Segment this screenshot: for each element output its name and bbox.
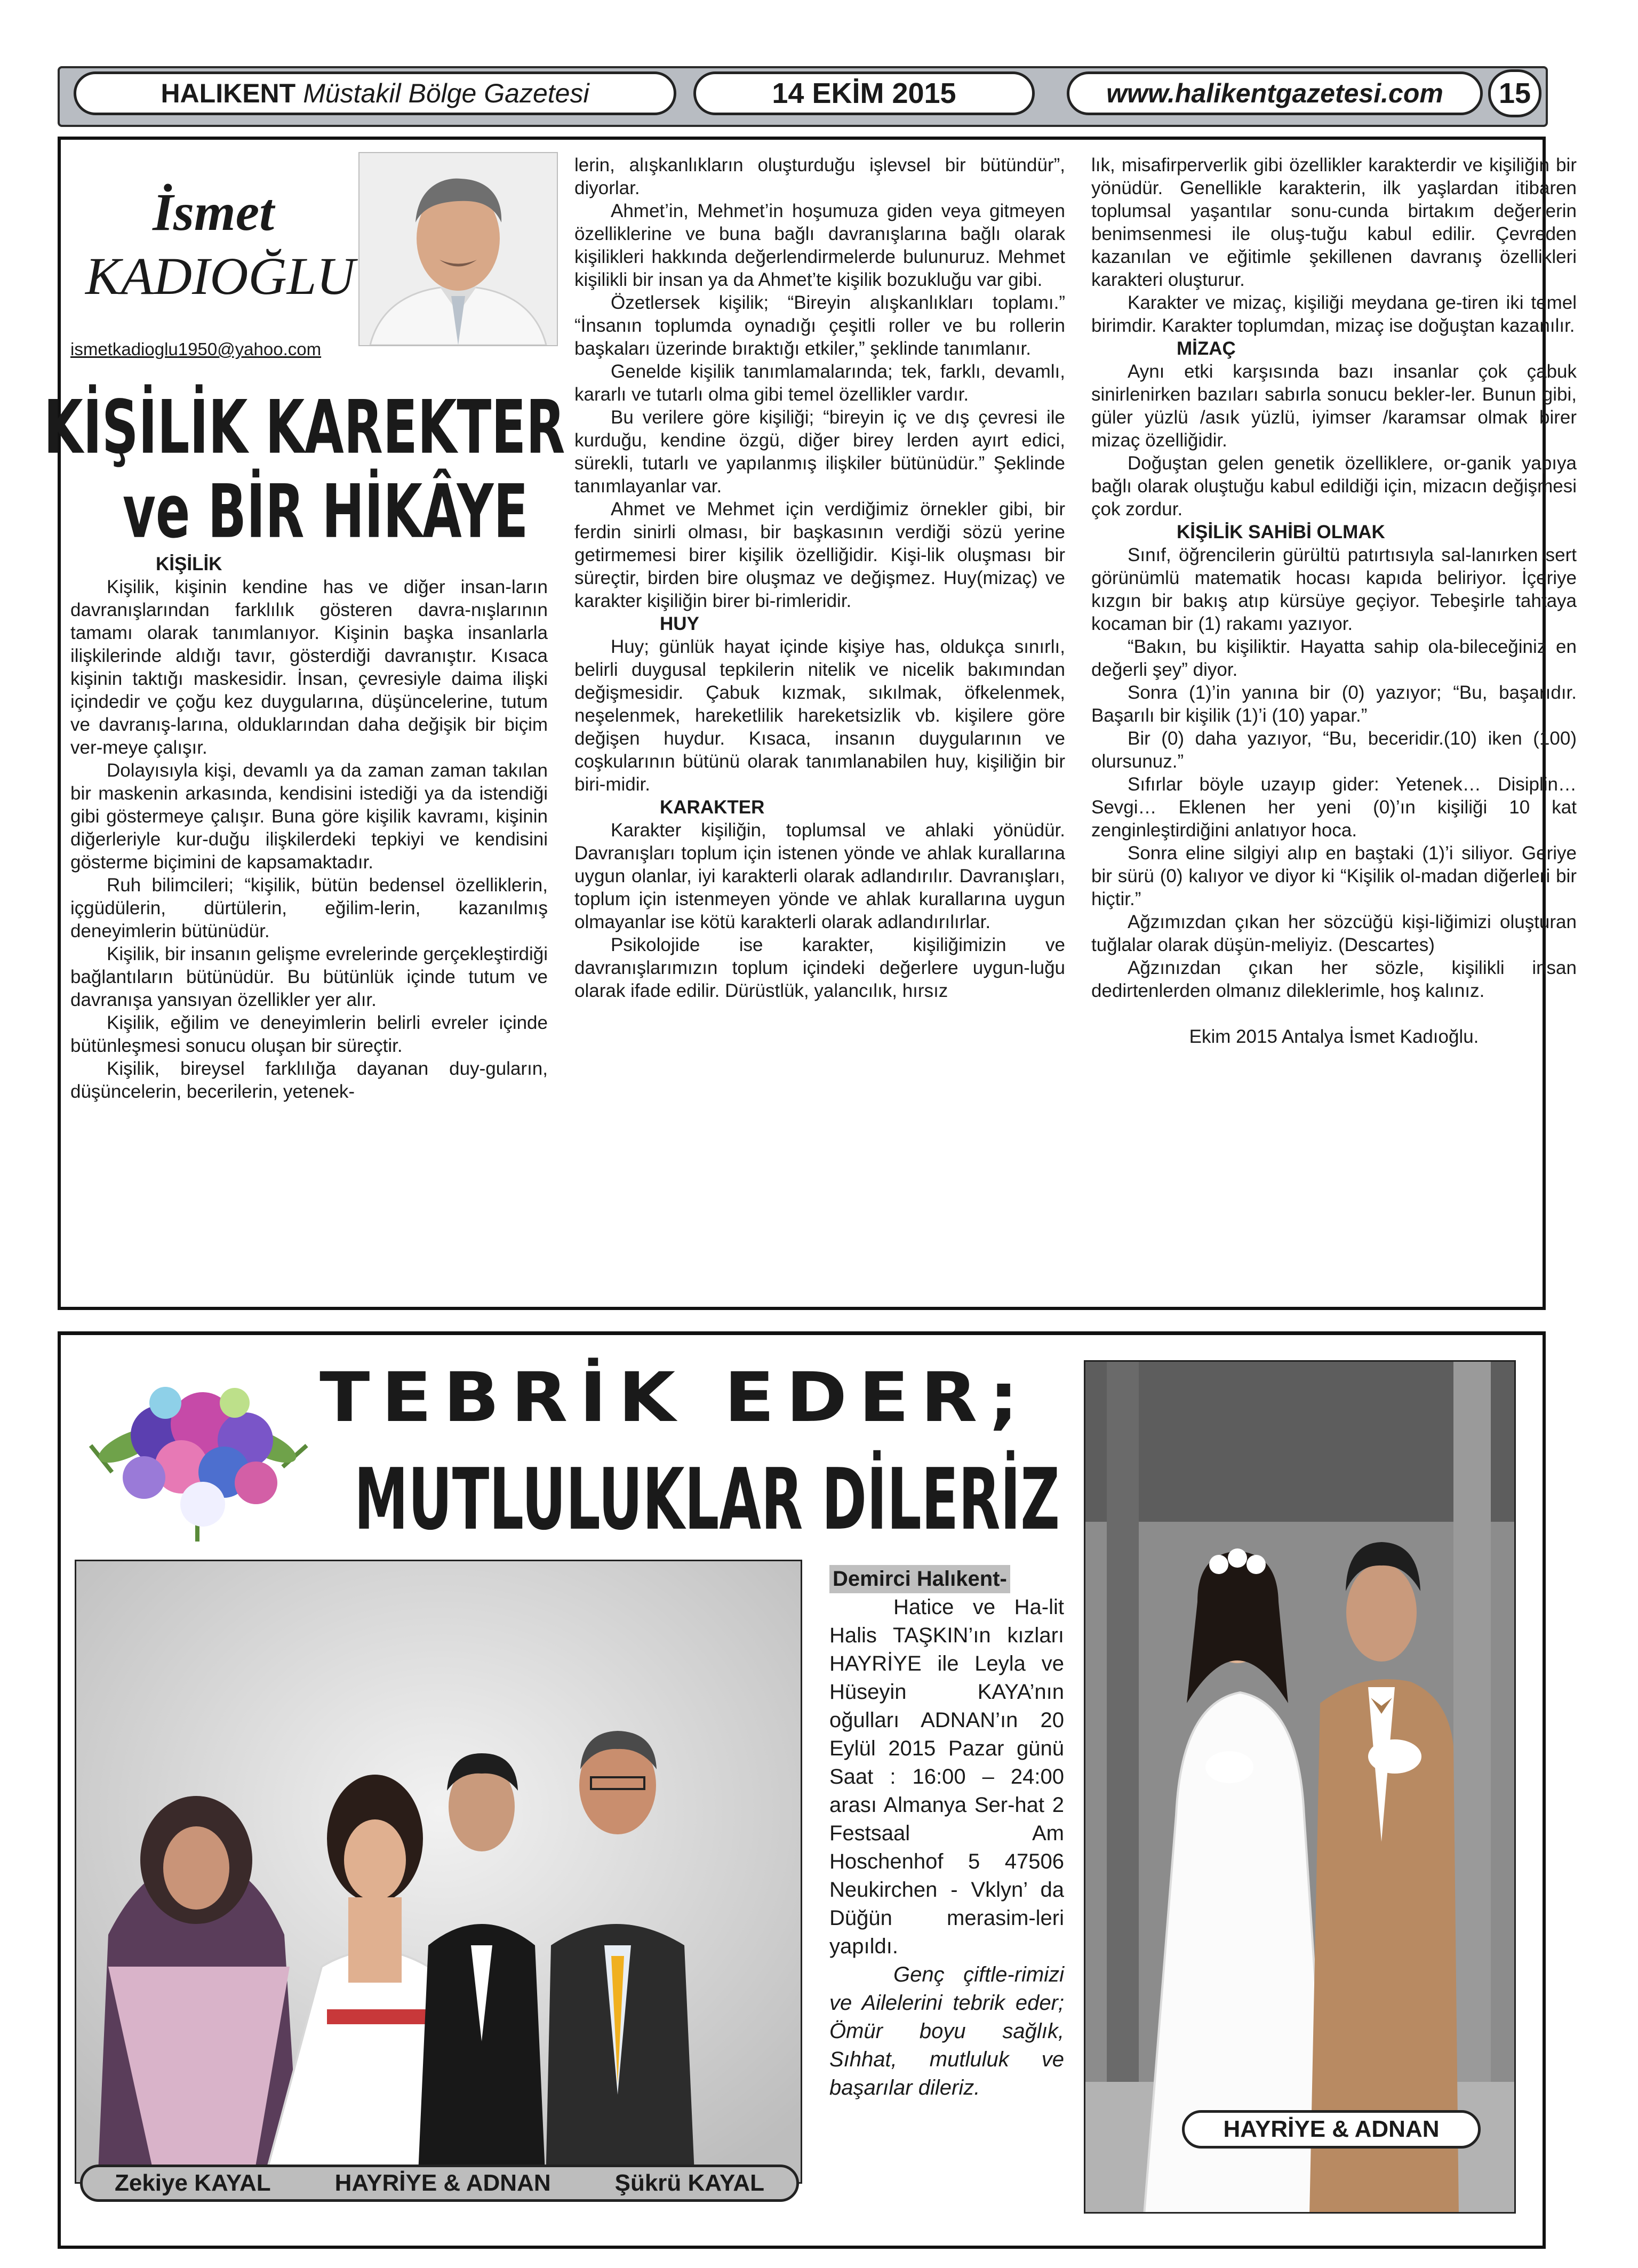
paragraph: Sıfırlar böyle uzayıp gider: Yetenek… Disiplin… Sevgi… Eklenen her yeni (0)’ın kişiliği 10 kat zenginleştirdiğini anlatıyor hoca. [1091, 774, 1577, 841]
article-column-3 [1091, 154, 1577, 1048]
paragraph: Dolayısıyla kişi, devamlı ya da zaman zaman takılan bir maskenin arkasında, kendisini istediği ya da istendiği gibi göstermeye çalışır. Buna göre kişilik kavramı, kişinin diğerleriyle kur-duğu ilişkilerdeki tepkiyi ve kendisini gösterme biçimini de kapsamaktadır. [70, 760, 548, 873]
caption-name-3: Şükrü KAYAL [614, 2170, 764, 2196]
paragraph: Kişilik, bireysel farklılığa dayanan duy-guların, düşüncelerin, becerilerin, yetenek- [70, 1058, 548, 1102]
paragraph: Genelde kişilik tanımlamalarında; tek, farklı, devamlı, kararlı ve tutarlı olma gibi temel özellikler vardır. [574, 361, 1065, 405]
paragraph: Kişilik, eğilim ve deneyimlerin belirli evreler içinde bütünleşmesi sonucu oluşan bir süreçtir. [70, 1012, 548, 1056]
headline-line-1: KİŞİLİK KAREKTER [44, 385, 565, 470]
caption-name-2: HAYRİYE & ADNAN [334, 2170, 551, 2196]
paragraph: MİZAÇ [1177, 338, 1236, 359]
paragraph: Doğuştan gelen genetik özelliklere, or-ganik yapıya bağlı olarak oluştuğu kabul edildiği için, mizacın değişmesi çok zordur. [1091, 453, 1577, 520]
caption-name-1: Zekiye KAYAL [114, 2170, 271, 2196]
paragraph: Sonra eline silgiyi alıp en baştaki (1)’i siliyor. Geriye bir sürü (0) kalıyor ve diyor ki “Kişilik ol-madan diğerleri bir hiçtir.” [1091, 843, 1577, 909]
couple-photo [1084, 1360, 1516, 2214]
couple-photo-caption: HAYRİYE & ADNAN [1182, 2110, 1481, 2149]
family-photo [75, 1560, 802, 2184]
headline-line-2: ve BİR HİKÂYE [123, 469, 529, 555]
paragraph: Sınıf, öğrencilerin gürültü patırtısıyla sal-lanırken sert görünümlü matematik hocası kapıda beliriyor. İçeriye kızgın bir bakış atıp kürsüye geçiyor. Tebeşirle tahtaya kocaman bir (1) rakamı yazıyor. [1091, 545, 1577, 634]
paragraph: Psikolojide ise karakter, kişiliğimizin ve davranışlarımızın toplum içindeki değerlere uygun-luğu olarak ifade edilir. Dürüstlük, yalancılık, hırsız [574, 935, 1065, 1001]
author-last-name: KADIOĞLU [85, 246, 355, 306]
issue-date: 14 EKİM 2015 [693, 71, 1035, 115]
paragraph: Bu verilere göre kişiliği; “bireyin iç ve dış çevresi ile kurduğu, kendine özgü, diğer birey lerden ayırt edici, sürekli, tutarlı ve yapılanmış ilişkiler bütünüdür.” Şeklinde tanımlayanlar var. [574, 407, 1065, 497]
paragraph: lerin, alışkanlıkların oluşturduğu işlevsel bir bütündür”, diyorlar. [574, 155, 1065, 198]
article-column-1 [70, 553, 548, 1103]
paragraph: Özetlersek kişilik; “Bireyin alışkanlıkları toplamı.” “İnsanın toplumda oynadığı çeşitli roller ve bu rollerin başkaları üzerinde bıraktığı etkiler,” şeklinde tanımlanır. [574, 292, 1065, 359]
paragraph [1091, 1002, 1577, 1025]
announcement-body: Hatice ve Ha-lit Halis TAŞKIN’ın kızları HAYRİYE ile Leyla ve Hüseyin KAYA’nın oğulları ADNAN’ın 20 Eylül 2015 Pazar günü Saat : 16:00 – 24:00 arası Almanya Ser-hat 2 Festsaal Am Hoschenhof 5 47506 Neukirchen - Vklyn’ da Düğün merasim-leri yapıldı. [829, 1595, 1064, 1958]
paragraph: HUY [660, 613, 699, 634]
paragraph: Ahmet’in, Mehmet’in hoşumuza giden veya gitmeyen özelliklerine ve buna bağlı davranışlarına bağlı olarak kişilikleri hakkında değerlendirmelerde bulunuruz. Mehmet kişilikli bir insan ya da Ahmet’te kişilik bozukluğu var gibi. [574, 201, 1065, 290]
website-link[interactable]: www.halikentgazetesi.com [1067, 71, 1483, 115]
paragraph: KARAKTER [660, 797, 765, 818]
family-photo-caption [80, 2165, 799, 2202]
paragraph: Bir (0) daha yazıyor, “Bu, beceridir.(10) iken (100) olursunuz.” [1091, 728, 1577, 772]
paragraph: KİŞİLİK [156, 554, 222, 574]
paragraph: “Bakın, bu kişiliktir. Hayatta sahip ola-bileceğiniz en değerli şey” diyor. [1091, 636, 1577, 680]
announcement-wish: Genç çiftle-rimizi ve Ailelerini tebrik eder; Ömür boyu sağlık, Sıhhat, mutluluk ve başarılar dileriz. [829, 1963, 1064, 2099]
wedding-headline-1: TEBRİK EDER; [319, 1358, 1030, 1438]
page-number: 15 [1488, 69, 1541, 117]
paper-name: HALIKENT [161, 78, 296, 108]
article-column-2 [574, 154, 1065, 1002]
paper-subtitle: Müstakil Bölge Gazetesi [303, 78, 589, 108]
paragraph: Karakter kişiliğin, toplumsal ve ahlaki yönüdür. Davranışları toplum için istenen yönde ve ahlak kurallarına uygun olanlar, iyi karakterli olarak adlandırılır. Davranışları, toplum için istenmeyen yönde ve ahlak kurallarına uygun olmayanlar ise kötü karakterli olarak adlandırılırlar. [574, 820, 1065, 932]
paper-name-pill [74, 71, 676, 115]
wedding-headline-2: MUTLULUKLAR DİLERİZ [354, 1451, 1060, 1550]
paragraph: Ahmet ve Mehmet için verdiğimiz örnekler gibi, bir ferdin sinirli olması, bir başkasının verdiği sözü yerine getirmemesi birer kişilik özelliğidir. Kişi-lik oluşması bir süreçtir, birden bire oluşmaz ve değişmez. Huy(mizaç) ve karakter kişiliğin birer bi-rimleridir. [574, 499, 1065, 611]
author-photo [358, 152, 558, 346]
paragraph: Kişilik, kişinin kendine has ve diğer insan-ların davranışlarından farklılık gösteren davra-nışlarının tamamı olarak tanımlanıyor. Kişinin başka insanlarla ilişkilerinde aldığı tavır, gösterdiği davranıştır. Kısaca kişinin taktığı maskesidir. İnsan, çevresiyle daima ilişki içindedir ve çoğu kez duygularına, düşüncelerine, tutum ve davranış-larına, olduklarından daha değişik bir biçim ver-meye çalışır. [70, 577, 548, 758]
paragraph: Ekim 2015 Antalya İsmet Kadıoğlu. [1189, 1026, 1479, 1047]
paragraph: Ağzınızdan çıkan her sözle, kişilikli insan dedirtenlerden olmanız dileklerimle, hoş kalınız. [1091, 957, 1577, 1001]
paragraph: Ağzımızdan çıkan her sözcüğü kişi-liğimizi oluşturan tuğlalar olarak düşün-meliyiz. (Descartes) [1091, 912, 1577, 955]
author-email[interactable]: ismetkadioglu1950@yahoo.com [70, 339, 322, 359]
paragraph: Kişilik, bir insanın gelişme evrelerinde gerçekleştirdiği bağlantıların bütünüdür. Bu bütünlük içinde tutum ve davranışa yansıyan özellikler yer alır. [70, 944, 548, 1010]
paragraph: Karakter ve mizaç, kişiliği meydana ge-tiren iki temel birimdir. Karakter toplumdan, mizaç ise doğuştan kazanılır. [1091, 292, 1577, 336]
paragraph: Huy; günlük hayat içinde kişiye has, oldukça sınırlı, belirli duygusal tepkilerin nitelik ve nicelik bakımından değişmesidir. Çabuk kızmak, sıkılmak, öfkelenmek, neşelenmek, hareketlilik hareketsizlik vb. kişilere göre değişen huydur. Kısaca, insanın duygularının ve coşkularının bütünü olarak tanımlanabilen huy, kişiliğin bir biri-midir. [574, 636, 1065, 795]
paragraph: lık, misafirperverlik gibi özellikler karakterdir ve kişiliğin bir yönüdür. Genellikle karakterin, ilk yaşlardan itibaren toplumsal yaşantılar sonu-cunda birtakım değerlerin benimsenmesi ile oluş-tuğu kabul edilir. Çevreden kazanılan ve eğitimle şekillenen davranış özellikleri karakteri oluşturur. [1091, 155, 1577, 290]
author-first-name: İsmet [153, 182, 274, 242]
paragraph: Ruh bilimcileri; “kişilik, bütün bedensel özelliklerin, içgüdülerin, dürtülerin, eğilim-lerin, kazanılmış deneyimlerin bütünüdür. [70, 875, 548, 941]
paragraph: Aynı etki karşısında bazı insanlar çok çabuk sinirlenirken bazıları sabırla sonucu bekler-ler. Bunun gibi, güler yüzlü /asık yüzlü, iyimser /karamsar olmak birer mizaç özelliğidir. [1091, 361, 1577, 451]
paragraph: KİŞİLİK SAHİBİ OLMAK [1177, 522, 1385, 542]
wedding-announcement [829, 1565, 1064, 2102]
paragraph: Sonra (1)’in yanına bir (0) yazıyor; “Bu, başarıdır. Başarılı bir kişilik (1)’i (10) yapar.” [1091, 682, 1577, 726]
source-label: Demirci Halıkent- [829, 1565, 1010, 1593]
